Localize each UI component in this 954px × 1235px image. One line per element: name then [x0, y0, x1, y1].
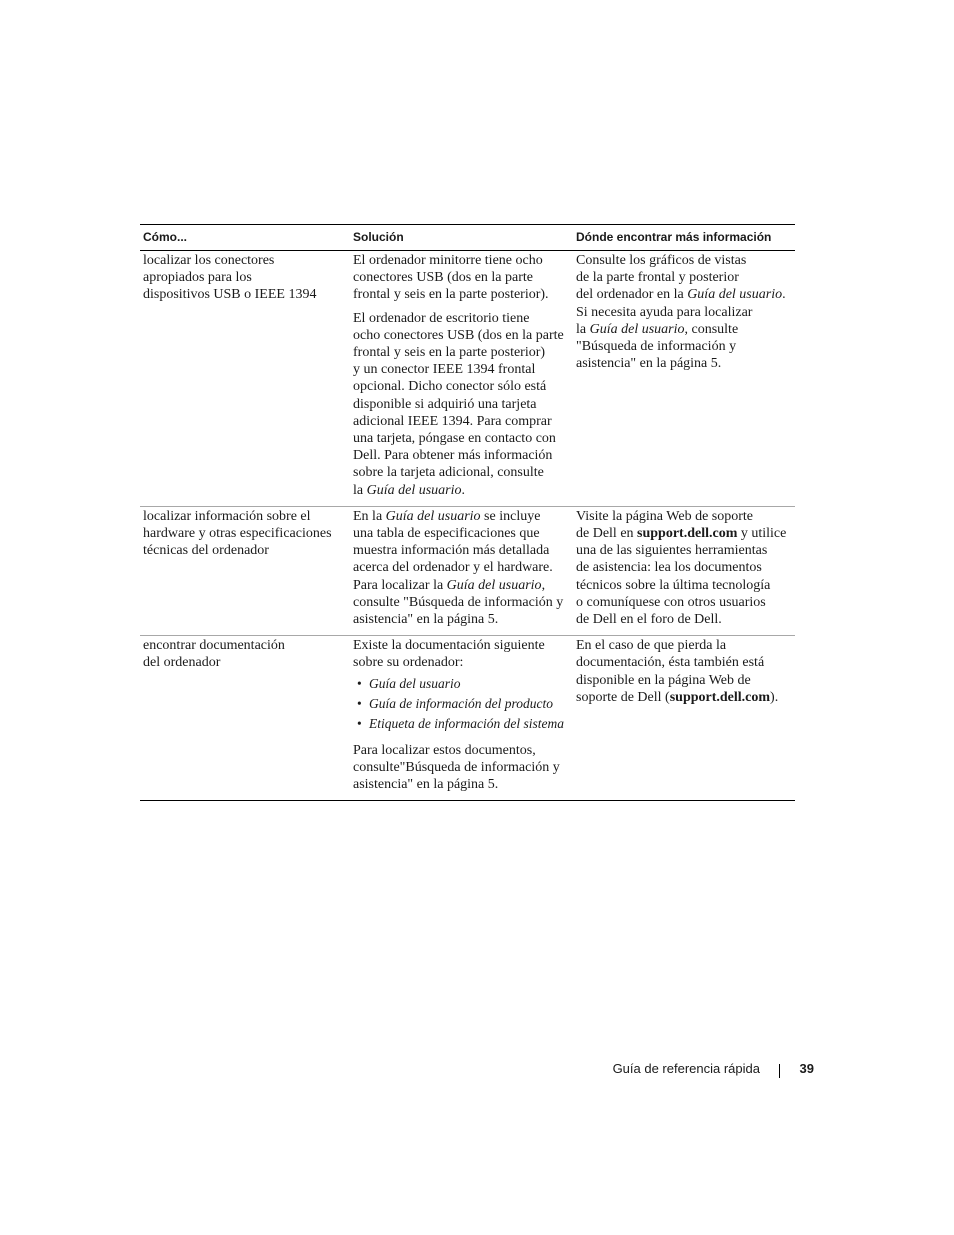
text-line: apropiados para los	[143, 270, 252, 286]
text-fragment: y utilice	[737, 526, 787, 542]
table-row	[140, 507, 795, 636]
support-link[interactable]: support.dell.com	[669, 689, 771, 705]
row-donde-cell	[573, 251, 795, 506]
text-fragment: ,	[541, 577, 546, 593]
text-line	[353, 577, 573, 594]
text-line: muestra información más detallada	[353, 543, 550, 559]
text-line	[576, 689, 795, 706]
bullet-icon: •	[357, 675, 362, 691]
text-line: frontal y seis en la parte posterior).	[353, 287, 549, 303]
row-como-cell	[140, 251, 350, 506]
text-line: asistencia" en la página 5.	[576, 356, 722, 372]
text-line: acerca del ordenador y el hardware.	[353, 560, 553, 576]
text-line: "Búsqueda de información y	[576, 339, 737, 355]
text-fragment: se incluye	[480, 508, 541, 524]
table-row	[140, 251, 795, 507]
text-line: disponible si adquirió una tarjeta	[353, 396, 537, 412]
list-item-label: Etiqueta de información del sistema	[369, 715, 564, 731]
text-line: En el caso de que pierda la	[576, 638, 727, 654]
guia-usuario-ref: Guía del usuario	[385, 508, 481, 524]
guia-usuario-ref: Guía del usuario	[446, 577, 542, 593]
row-como-cell	[140, 507, 350, 635]
text-fragment: , consulte	[684, 321, 739, 337]
list-item	[353, 694, 573, 714]
text-line: Dell. Para obtener más información	[353, 448, 553, 464]
text-line	[576, 525, 795, 542]
text-line: de Dell en el foro de Dell.	[576, 612, 722, 628]
text-line: El ordenador minitorre tiene ocho	[353, 253, 543, 268]
text-line: encontrar documentación	[143, 638, 285, 654]
text-line	[353, 482, 573, 499]
text-line: adicional IEEE 1394. Para comprar	[353, 413, 552, 429]
text-fragment: En la	[353, 508, 386, 524]
text-line: asistencia" en la página 5.	[353, 777, 499, 793]
text-line: frontal y seis en la parte posterior)	[353, 345, 546, 361]
text-fragment: de Dell en	[576, 526, 638, 542]
guia-usuario-ref: Guía del usuario	[589, 321, 685, 337]
header-donde: Dónde encontrar más información	[576, 230, 772, 244]
text-line: del ordenador	[143, 655, 221, 671]
text-fragment: la	[576, 321, 590, 337]
page-footer	[560, 1061, 816, 1081]
header-solucion: Solución	[353, 230, 404, 244]
text-fragment: .	[782, 287, 786, 303]
footer-divider	[779, 1064, 780, 1078]
text-line: disponible en la página Web de	[576, 672, 751, 688]
text-line: técnicas del ordenador	[143, 543, 269, 559]
text-line: Si necesita ayuda para localizar	[576, 304, 753, 320]
row-donde-cell	[573, 636, 795, 800]
text-fragment: ).	[770, 689, 779, 705]
text-line: una de las siguientes herramientas	[576, 543, 768, 559]
support-link[interactable]: support.dell.com	[637, 526, 738, 542]
text-line: consulte"Búsqueda de información y	[353, 759, 560, 775]
text-fragment: del ordenador en la	[576, 287, 688, 303]
list-item-label: Guía de información del producto	[369, 695, 553, 711]
footer-title: Guía de referencia rápida	[612, 1061, 760, 1076]
text-line	[576, 321, 795, 338]
text-fragment: .	[461, 482, 465, 498]
text-line: dispositivos USB o IEEE 1394	[143, 287, 317, 303]
text-line: Para localizar estos documentos,	[353, 742, 536, 758]
text-line: sobre la tarjeta adicional, consulte	[353, 465, 544, 481]
text-line	[353, 508, 573, 525]
text-line: Visite la página Web de soporte	[576, 508, 754, 524]
text-line: una tarjeta, póngase en contacto con	[353, 431, 556, 447]
list-item-label: Guía del usuario	[369, 675, 461, 691]
document-list	[353, 674, 573, 734]
guia-usuario-ref: Guía del usuario	[366, 482, 462, 498]
text-line: asistencia" en la página 5.	[353, 612, 499, 628]
row-como-cell	[140, 636, 350, 800]
info-table	[140, 224, 795, 801]
row-solucion-cell	[350, 251, 573, 506]
text-line: conectores USB (dos en la parte	[353, 270, 533, 286]
page-number: 39	[799, 1061, 814, 1076]
text-fragment: la	[353, 482, 367, 498]
text-line: consulte "Búsqueda de información y	[353, 594, 564, 610]
table-header	[140, 225, 795, 251]
header-como: Cómo...	[143, 230, 187, 244]
text-line	[576, 286, 795, 303]
text-line: sobre su ordenador:	[353, 655, 464, 671]
solucion-paragraph	[353, 310, 573, 499]
solucion-paragraph	[353, 252, 573, 304]
table-row	[140, 636, 795, 800]
list-item	[353, 674, 573, 694]
guia-usuario-ref: Guía del usuario	[687, 287, 783, 303]
text-line: localizar los conectores	[143, 253, 275, 268]
row-donde-cell	[573, 507, 795, 635]
row-solucion-cell	[350, 636, 573, 800]
bullet-icon: •	[357, 715, 362, 731]
text-fragment: soporte de Dell (	[576, 689, 670, 705]
list-item	[353, 714, 573, 734]
text-line: localizar información sobre el	[143, 508, 311, 524]
text-line: documentación, ésta también está	[576, 655, 765, 671]
row-solucion-cell	[350, 507, 573, 635]
text-line: de asistencia: lea los documentos	[576, 560, 762, 576]
text-line: técnicos sobre la última tecnología	[576, 577, 771, 593]
text-line: ocho conectores USB (dos en la parte	[353, 327, 564, 343]
text-line: Existe la documentación siguiente	[353, 638, 545, 654]
text-line: y un conector IEEE 1394 frontal	[353, 362, 536, 378]
text-fragment: Para localizar la	[353, 577, 447, 593]
text-line: de la parte frontal y posterior	[576, 270, 739, 286]
text-line: hardware y otras especificaciones	[143, 526, 332, 542]
text-line: opcional. Dicho conector sólo está	[353, 379, 547, 395]
text-line: El ordenador de escritorio tiene	[353, 310, 530, 326]
text-line: o comuníquese con otros usuarios	[576, 594, 766, 610]
bullet-icon: •	[357, 695, 362, 711]
text-line: Consulte los gráficos de vistas	[576, 253, 747, 268]
text-line: una tabla de especificaciones que	[353, 526, 540, 542]
